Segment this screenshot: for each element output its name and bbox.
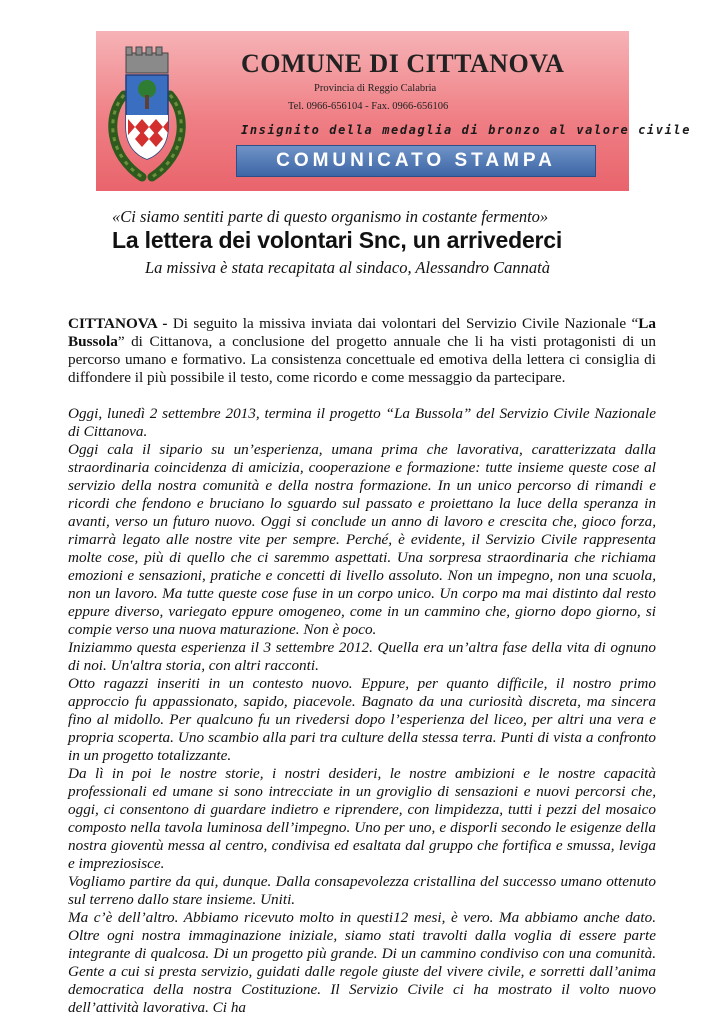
- article-subheadline: La missiva è stata recapitata al sindaco, Alessandro Cannatà: [145, 258, 551, 277]
- letter-text: [68, 405, 656, 1017]
- letter-paragraph: Vogliamo partire da qui, dunque. Dalla consapevolezza cristallina del successo umano ottenuto sul terreno dallo stare insieme. Uniti.: [68, 873, 656, 908]
- article-body: [68, 315, 656, 1017]
- letter-paragraph: Otto ragazzi inseriti in un contesto nuovo. Eppure, per quanto difficile, il nostro primo approccio fu appassionato, sapido, piacevole. Bagnato da una curiosità discreta, ma sincera fino al midollo. Per qualcuno fu un rivedersi dopo l’esperienza del liceo, per altri una vera e propria scoperta. Uno scambio alla pari tra culture della stessa terra. Punti di vista a confronto in un progetto totalizzante.: [68, 675, 656, 764]
- press-release-label: COMUNICATO STAMPA: [236, 145, 596, 177]
- contact-numbers: Tel. 0966-656104 - Fax. 0966-656106: [288, 101, 449, 112]
- header-banner: [96, 31, 692, 191]
- intro-text-part-2: ” di Cittanova, a conclusione del progetto annuale che li ha visti protagonisti di un percorso umano e formativo. La consistenza concettuale ed emotiva della lettera ci consiglia di diffondere il più possibile il testo, come ricordo e come messaggio da partecipare.: [68, 333, 656, 386]
- medal-caption: Insignito della medaglia di bronzo al valore civile: [241, 123, 692, 137]
- letter-paragraph: Ma c’è dell’altro. Abbiamo ricevuto molto in questi12 mesi, è vero. Ma abbiamo anche dato. Oltre ogni nostra immaginazione iniziale, siamo stati travolti dalla voglia di essere parte integrante di qualcosa. Di un progetto più grande. Di un cammino condiviso con una comunità. Gente a cui si presta servizio, guidati dalle regole giuste del vivere civile, e sorretti dall’anima democratica della nostra Costituzione. Il Servizio Civile ci ha mostrato il volto nuovo dell’attività lavorativa. Ci ha: [68, 909, 656, 1016]
- intro-paragraph: [68, 315, 656, 387]
- municipality-name: COMUNE DI CITTANOVA: [241, 49, 565, 78]
- letter-paragraph: Oggi cala il sipario su un’esperienza, umana prima che lavorativa, caratterizzata dalla straordinaria coincidenza di amicizia, cooperazione e formazione: tutte insieme queste cose al servizio della nostra comunità e della nostra formazione. In un unico percorso di rimandi e ricordi che fendono e bruciano lo sguardo sul passato e proiettano la luce della speranza in avanti, verso un futuro nuovo. Oggi si conclude un anno di lavoro e crescita che, gioco forza, rimarrà legato alle nostre vite per sempre. Perché, è evidente, il Servizio Civile rappresenta molte cose, più di quello che ci saremmo aspettati. Una sorpresa straordinaria che richiama emozioni e sensazioni, pratiche e concetti di livello assoluto. Non un impegno, non una scuola, non un lavoro. Ma tutte queste cose fuse in un corpo unico. Un corpo ma mai distinto dal resto eppure diverso, variegato eppure omogeneo, come in un cammino che, giorno dopo giorno, si compie verso una nuova maturazione. Non è poco.: [68, 441, 656, 638]
- project-name: La Bussola: [68, 315, 656, 350]
- coat-of-arms-icon: [102, 35, 192, 187]
- province-label: Provincia di Reggio Calabria: [314, 83, 437, 94]
- letter-paragraph: Iniziammo questa esperienza il 3 settembre 2012. Quella era un’altra fase della vita di ognuno di noi. Un'altra storia, con altri racconti.: [68, 639, 656, 674]
- letter-paragraph: Oggi, lunedì 2 settembre 2013, termina il progetto “La Bussola” del Servizio Civile Nazionale di Cittanova.: [68, 405, 656, 440]
- intro-text-part-1: Di seguito la missiva inviata dai volontari del Servizio Civile Nazionale “: [167, 315, 639, 332]
- article-headline: La lettera dei volontari Snc, un arrivederci: [112, 227, 563, 253]
- letter-paragraph: Da lì in poi le nostre storie, i nostri desideri, le nostre ambizioni e le nostre capacità professionali ed umane si sono intrecciate in un groviglio di sensazioni e nuovi percorsi che, oggi, ci consentono di guardare indietro e riprendere, con limpidezza, tutti i pezzi del mosaico composto nella tavola luminosa dell’impegno. Uno per uno, e disporli secondo le esigenze della nostra gioventù messa al centro, condivisa ed esaltata dal gruppo che fortifica e smussa, leviga e impreziosisce.: [68, 765, 656, 872]
- dateline: CITTANOVA -: [68, 315, 168, 332]
- article-quote: «Ci siamo sentiti parte di questo organismo in costante fermento»: [112, 207, 549, 226]
